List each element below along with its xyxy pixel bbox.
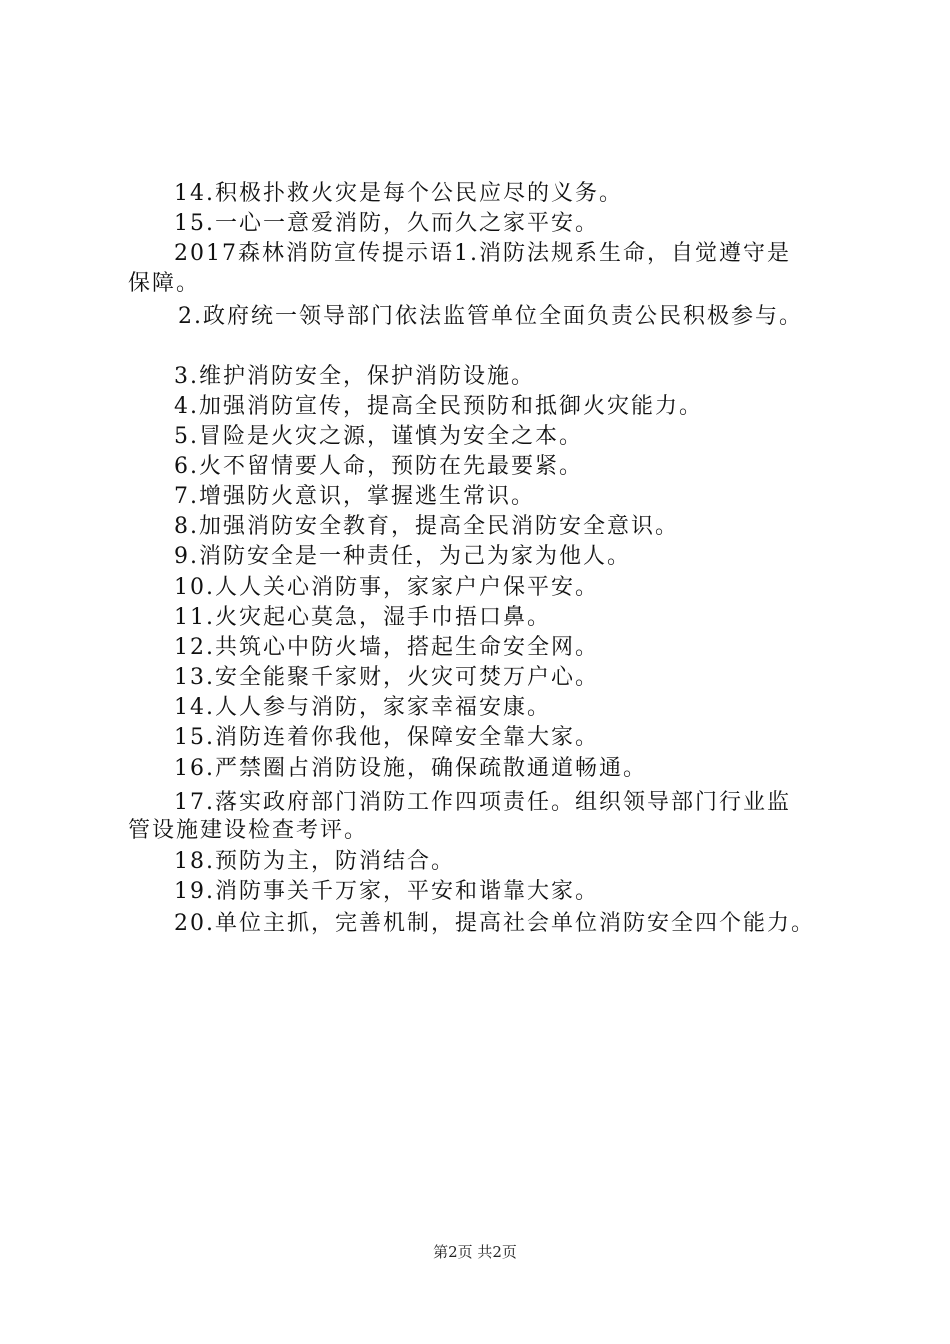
text-line: 14.积极扑救火灾是每个公民应尽的义务。	[174, 181, 623, 206]
text-line: 5.冒险是火灾之源，谨慎为安全之本。	[174, 424, 583, 449]
text-line: 14.人人参与消防，家家幸福安康。	[174, 695, 551, 720]
text-line: 12.共筑心中防火墙，搭起生命安全网。	[174, 635, 599, 660]
text-line: 3.维护消防安全，保护消防设施。	[174, 364, 535, 389]
text-line: 19.消防事关千万家，平安和谐靠大家。	[174, 879, 599, 904]
text-line: 管设施建设检查考评。	[128, 818, 369, 843]
text-line: 17.落实政府部门消防工作四项责任。组织领导部门行业监	[174, 790, 791, 815]
text-line: 10.人人关心消防事，家家户户保平安。	[174, 575, 599, 600]
text-line: 6.火不留情要人命，预防在先最要紧。	[174, 454, 583, 479]
text-line: 16.严禁圈占消防设施，确保疏散通道畅通。	[174, 756, 647, 781]
text-line: 20.单位主抓，完善机制，提高社会单位消防安全四个能力。	[174, 911, 815, 936]
text-line: 11.火灾起心莫急，湿手巾捂口鼻。	[174, 605, 551, 630]
page-number-footer: 第2页 共2页	[433, 1243, 517, 1261]
text-line: 13.安全能聚千家财，火灾可焚万户心。	[174, 665, 599, 690]
text-line: 15.一心一意爱消防，久而久之家平安。	[174, 211, 599, 236]
text-line: 2017森林消防宣传提示语1.消防法规系生命，自觉遵守是	[174, 241, 791, 266]
text-line: 8.加强消防安全教育，提高全民消防安全意识。	[174, 514, 679, 539]
text-line: 9.消防安全是一种责任，为己为家为他人。	[174, 544, 631, 569]
text-line: 保障。	[128, 271, 201, 296]
text-line: 7.增强防火意识，掌握逃生常识。	[174, 484, 535, 509]
text-line: 15.消防连着你我他，保障安全靠大家。	[174, 725, 599, 750]
text-line: 2.政府统一领导部门依法监管单位全面负责公民积极参与。	[178, 304, 803, 329]
text-line: 18.预防为主，防消结合。	[174, 849, 455, 874]
text-line: 4.加强消防宣传，提高全民预防和抵御火灾能力。	[174, 394, 703, 419]
